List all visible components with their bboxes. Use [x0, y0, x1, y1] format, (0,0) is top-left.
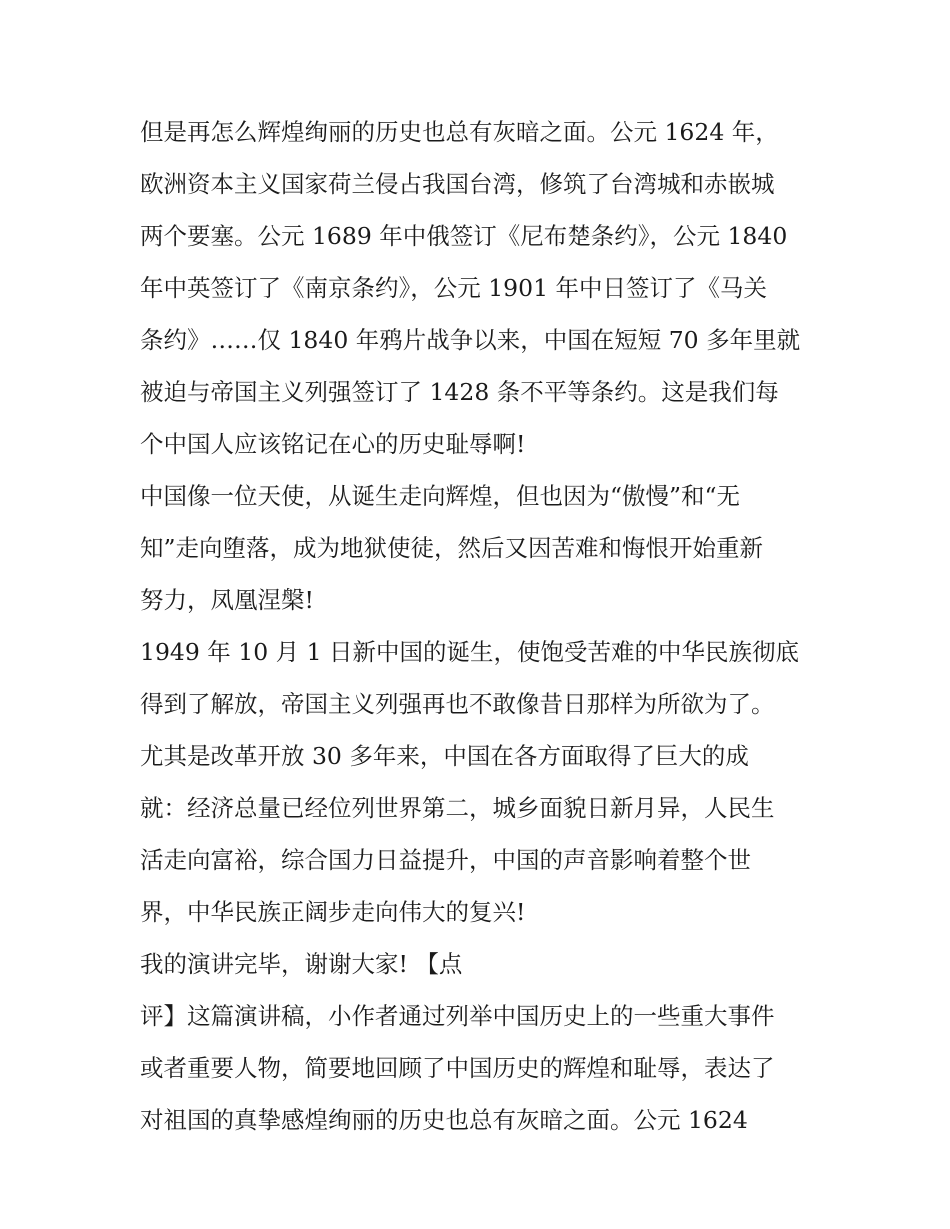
text-line-20: 对祖国的真挚感煌绚丽的历史也总有灰暗之面。公元 1624 — [140, 1106, 748, 1134]
text-line-10: 努力，凤凰涅槃! — [140, 586, 314, 614]
text-line-15: 活走向富裕，综合国力日益提升，中国的声音影响着整个世 — [140, 846, 751, 874]
text-line-3: 两个要塞。公元 1689 年中俄签订《尼布楚条约》，公元 1840 — [140, 222, 788, 250]
text-line-19: 或者重要人物，简要地回顾了中国历史的辉煌和耻辱，表达了 — [140, 1054, 775, 1082]
text-line-7: 个中国人应该铭记在心的历史耻辱啊! — [140, 430, 526, 458]
text-line-12: 得到了解放，帝国主义列强再也不敢像昔日那样为所欲为了。 — [140, 690, 775, 718]
text-line-8: 中国像一位天使，从诞生走向辉煌，但也因为“傲慢”和“无 — [140, 482, 741, 510]
text-line-11: 1949 年 10 月 1 日新中国的诞生，使饱受苦难的中华民族彻底 — [140, 638, 800, 666]
text-line-1: 但是再怎么辉煌绚丽的历史也总有灰暗之面。公元 1624 年， — [140, 118, 779, 146]
text-line-16: 界，中华民族正阔步走向伟大的复兴! — [140, 898, 526, 926]
text-line-18: 评】这篇演讲稿，小作者通过列举中国历史上的一些重大事件 — [140, 1002, 775, 1030]
text-line-9: 知”走向堕落，成为地狱使徒，然后又因苦难和悔恨开始重新 — [140, 534, 764, 562]
text-line-5: 条约》……仅 1840 年鸦片战争以来，中国在短短 70 多年里就 — [140, 326, 801, 354]
text-line-13: 尤其是改革开放 30 多年来，中国在各方面取得了巨大的成 — [140, 742, 749, 770]
text-line-2: 欧洲资本主义国家荷兰侵占我国台湾，修筑了台湾城和赤嵌城 — [140, 170, 775, 198]
text-line-4: 年中英签订了《南京条约》，公元 1901 年中日签订了《马关 — [140, 274, 767, 302]
text-line-17: 我的演讲完毕，谢谢大家! 【点 — [140, 950, 463, 978]
body-text — [140, 106, 830, 1146]
text-line-14: 就：经济总量已经位列世界第二，城乡面貌日新月异，人民生 — [140, 794, 775, 822]
text-line-6: 被迫与帝国主义列强签订了 1428 条不平等条约。这是我们每 — [140, 378, 779, 406]
